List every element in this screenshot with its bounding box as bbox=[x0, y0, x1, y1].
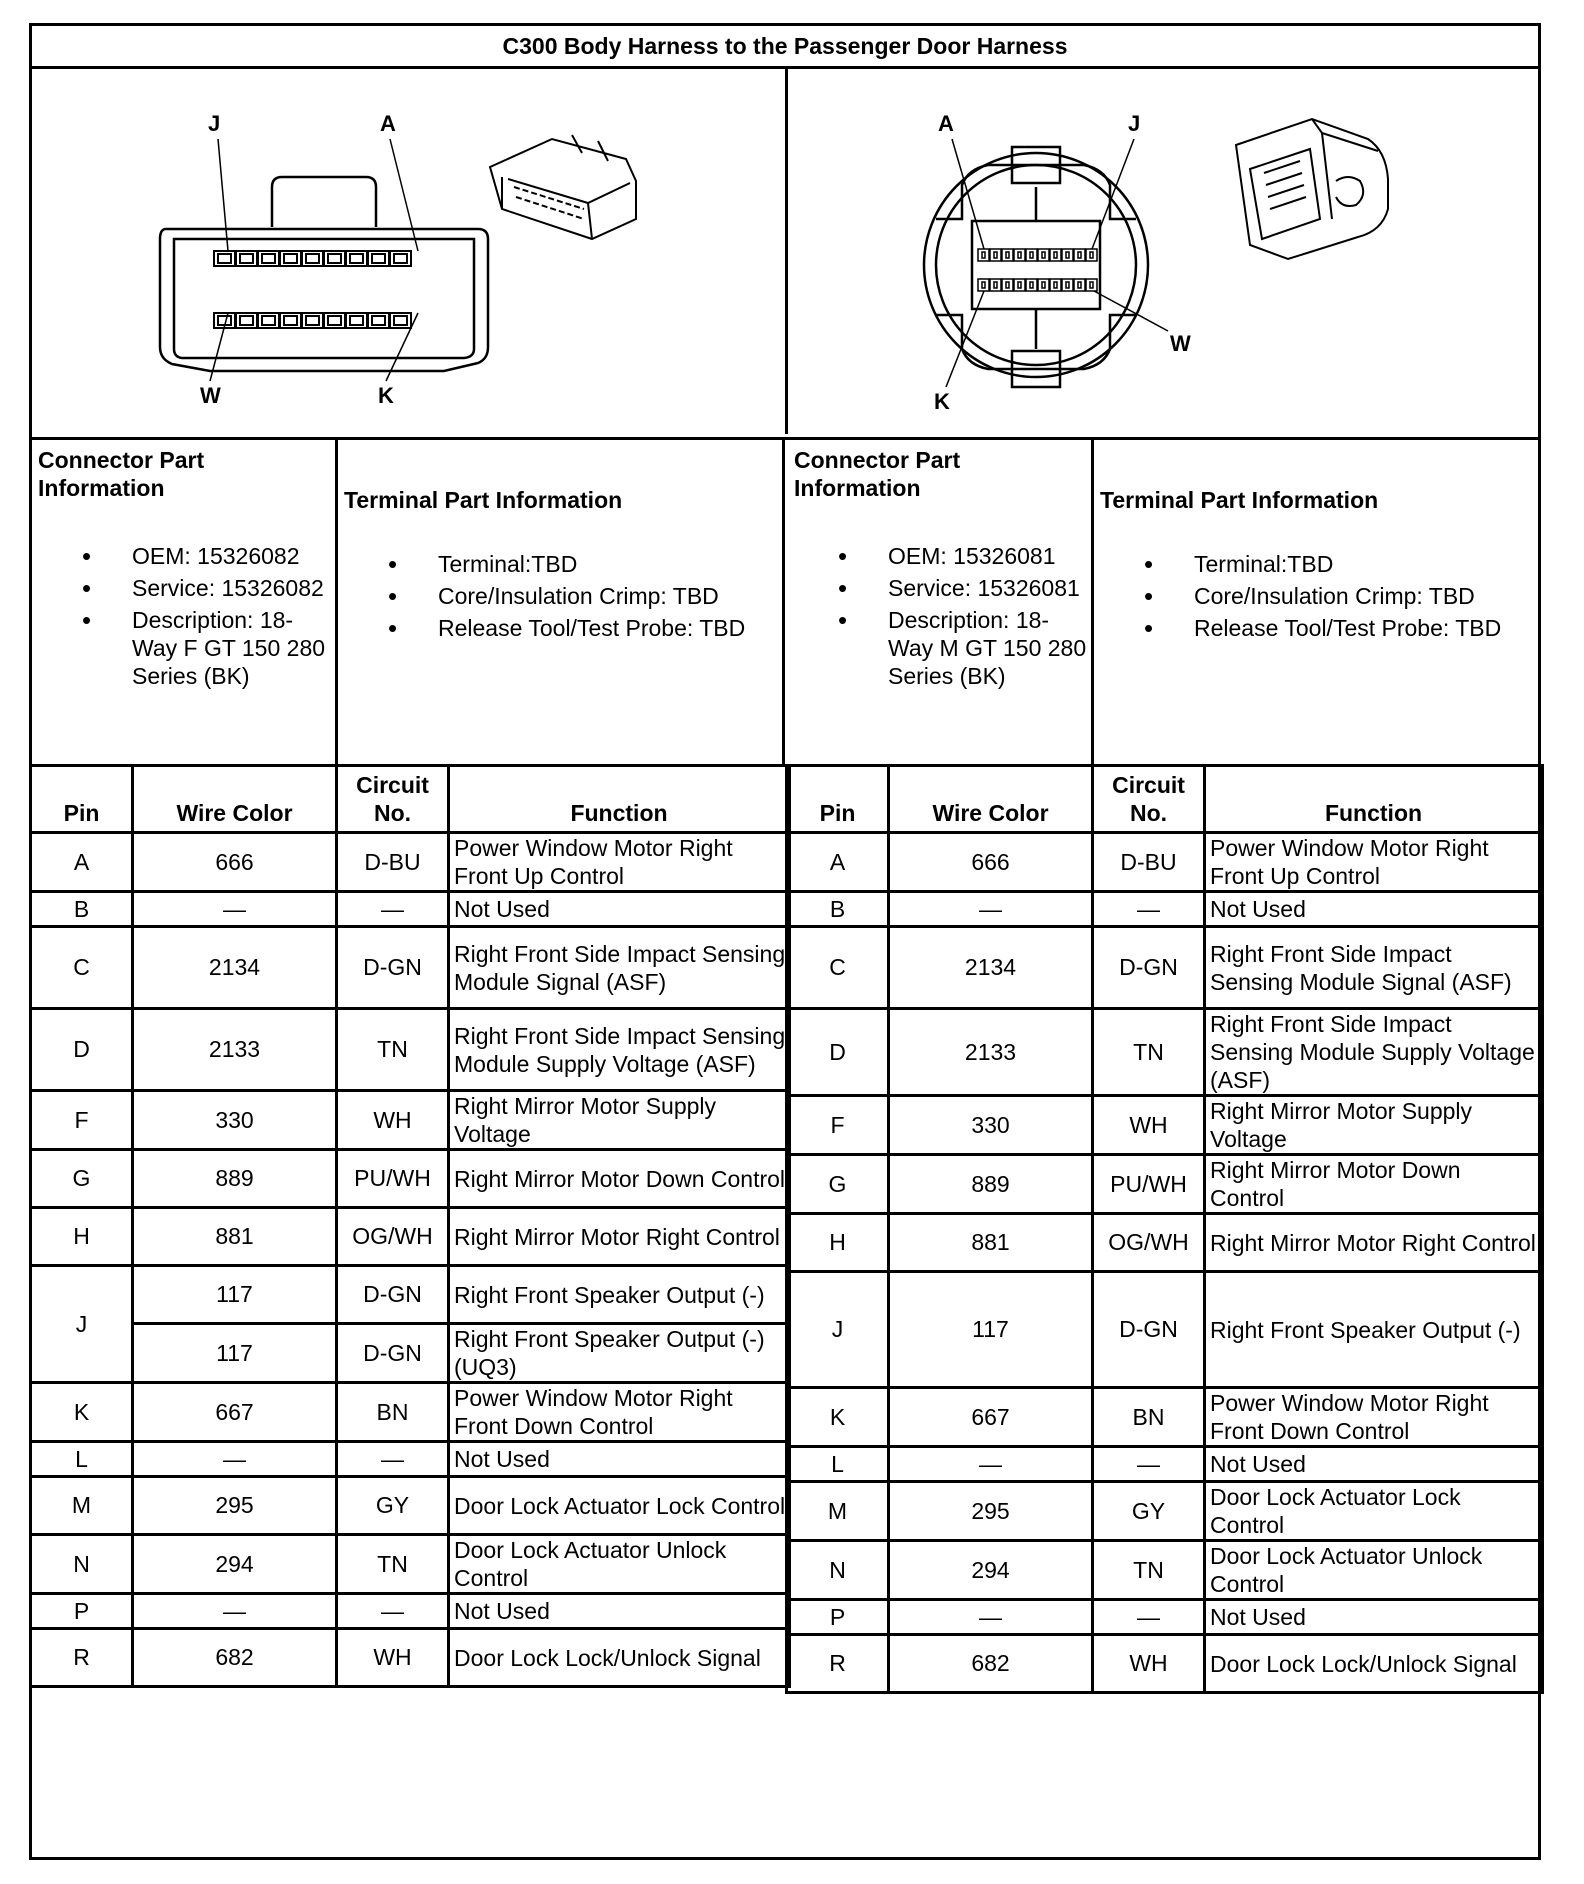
right-connector-info bbox=[788, 440, 1094, 764]
pin-cell: C bbox=[31, 927, 133, 1009]
table-row bbox=[787, 1447, 1543, 1482]
wire-cell: 330 bbox=[889, 1096, 1093, 1155]
cavity-top-inner bbox=[262, 254, 275, 263]
table-row bbox=[787, 892, 1543, 927]
circuit-cell: TN bbox=[1093, 1541, 1205, 1600]
pin-bottom-inner bbox=[994, 282, 997, 288]
pin-bottom-inner bbox=[1078, 282, 1081, 288]
pin-top bbox=[1026, 249, 1037, 261]
table-row bbox=[787, 1009, 1543, 1096]
pin-top-inner bbox=[1090, 252, 1093, 258]
pin-top-inner bbox=[1054, 252, 1057, 258]
callout-top-right: A bbox=[380, 111, 396, 136]
function-cell: Right Mirror Motor Down Control bbox=[1205, 1155, 1543, 1214]
table-row bbox=[31, 1091, 790, 1150]
pin-cell: F bbox=[787, 1096, 889, 1155]
function-cell: Not Used bbox=[1205, 892, 1543, 927]
pin-cell: J bbox=[31, 1266, 133, 1383]
left-pinout-table bbox=[29, 764, 791, 1688]
circuit-cell: — bbox=[337, 1594, 449, 1629]
circuit-cell: BN bbox=[1093, 1388, 1205, 1447]
pin-bottom-inner bbox=[1066, 282, 1069, 288]
pin-top bbox=[1050, 249, 1061, 261]
pin-top-inner bbox=[1030, 252, 1033, 258]
table-row bbox=[787, 833, 1543, 892]
cavity-bottom-inner bbox=[262, 316, 275, 325]
pin-top bbox=[990, 249, 1001, 261]
right-terminal-info bbox=[1094, 440, 1538, 764]
pin-top-inner bbox=[1066, 252, 1069, 258]
pin-top bbox=[1038, 249, 1049, 261]
function-cell: Right Front Side Impact Sensing Module Supply Voltage (ASF) bbox=[1205, 1009, 1543, 1096]
circuit-cell: — bbox=[1093, 1600, 1205, 1635]
female-connector-figure bbox=[32, 69, 788, 434]
pin-bottom-inner bbox=[982, 282, 985, 288]
table-row bbox=[31, 1477, 790, 1535]
table-row bbox=[787, 1388, 1543, 1447]
wire-cell: 666 bbox=[889, 833, 1093, 892]
circuit-cell: TN bbox=[337, 1535, 449, 1594]
pin-cell: L bbox=[31, 1442, 133, 1477]
function-cell: Door Lock Lock/Unlock Signal bbox=[1205, 1635, 1543, 1693]
pin-bottom-inner bbox=[1018, 282, 1021, 288]
table-row bbox=[31, 1442, 790, 1477]
function-cell: Not Used bbox=[449, 892, 790, 927]
female-connector-iso-view bbox=[490, 135, 636, 239]
right-connector-service: • Service: 15326081 bbox=[888, 574, 1091, 602]
wire-cell: 117 bbox=[133, 1324, 337, 1383]
pin-top bbox=[1062, 249, 1073, 261]
left-header-wire-color: Wire Color bbox=[133, 766, 337, 833]
cavity-top-inner bbox=[372, 254, 385, 263]
pin-top-inner bbox=[994, 252, 997, 258]
cavity-top-inner bbox=[350, 254, 363, 263]
right-connector-heading: Connector Part Information bbox=[794, 447, 961, 501]
function-cell: Right Front Side Impact Sensing Module Signal (ASF) bbox=[1205, 927, 1543, 1009]
right-header-wire-color: Wire Color bbox=[889, 766, 1093, 833]
circuit-cell: D-GN bbox=[337, 1266, 449, 1324]
pin-cell: P bbox=[31, 1594, 133, 1629]
cavity-top-inner bbox=[394, 254, 407, 263]
wire-cell: 881 bbox=[133, 1208, 337, 1266]
part-info-band bbox=[32, 437, 1538, 767]
function-cell: Right Front Side Impact Sensing Module Signal (ASF) bbox=[449, 927, 790, 1009]
table-row bbox=[31, 1535, 790, 1594]
callout-top-left: A bbox=[938, 111, 954, 136]
cavity-top-inner bbox=[284, 254, 297, 263]
table-row bbox=[31, 927, 790, 1009]
table-row bbox=[787, 1096, 1543, 1155]
left-terminal-heading: Terminal Part Information bbox=[344, 487, 623, 513]
pin-bottom bbox=[1050, 279, 1061, 291]
circuit-cell: D-GN bbox=[1093, 1272, 1205, 1388]
circuit-cell: D-BU bbox=[1093, 833, 1205, 892]
function-cell: Right Mirror Motor Right Control bbox=[449, 1208, 790, 1266]
pin-cell: R bbox=[31, 1629, 133, 1687]
pin-cell: G bbox=[31, 1150, 133, 1208]
wire-cell: 2134 bbox=[133, 927, 337, 1009]
wire-cell: 666 bbox=[133, 833, 337, 892]
circuit-cell: PU/WH bbox=[337, 1150, 449, 1208]
wire-cell: 881 bbox=[889, 1214, 1093, 1272]
wire-cell: 295 bbox=[133, 1477, 337, 1535]
wire-cell: 889 bbox=[889, 1155, 1093, 1214]
function-cell: Door Lock Actuator Unlock Control bbox=[449, 1535, 790, 1594]
cavity-bottom-inner bbox=[372, 316, 385, 325]
wire-cell: 117 bbox=[133, 1266, 337, 1324]
pin-bottom-inner bbox=[1006, 282, 1009, 288]
circuit-cell: D-BU bbox=[337, 833, 449, 892]
pin-bottom bbox=[1002, 279, 1013, 291]
table-row bbox=[31, 1383, 790, 1442]
circuit-cell: BN bbox=[337, 1383, 449, 1442]
callout-side-right: W bbox=[1170, 331, 1191, 356]
pin-bottom bbox=[1038, 279, 1049, 291]
function-cell: Power Window Motor Right Front Up Control bbox=[449, 833, 790, 892]
pin-bottom bbox=[990, 279, 1001, 291]
wire-cell: 889 bbox=[133, 1150, 337, 1208]
right-terminal-release-tool: • Release Tool/Test Probe: TBD bbox=[1194, 614, 1538, 642]
function-cell: Right Front Speaker Output (-) bbox=[1205, 1272, 1543, 1388]
wire-cell: 682 bbox=[133, 1629, 337, 1687]
right-connector-description: • Description: 18-Way M GT 150 280 Series (BK) bbox=[888, 606, 1091, 690]
pin-bottom bbox=[1086, 279, 1097, 291]
pin-cell: H bbox=[31, 1208, 133, 1266]
left-connector-service: • Service: 15326082 bbox=[132, 574, 335, 602]
pin-top-inner bbox=[1078, 252, 1081, 258]
circuit-cell: GY bbox=[337, 1477, 449, 1535]
circuit-cell: D-GN bbox=[337, 927, 449, 1009]
wire-cell: 294 bbox=[889, 1541, 1093, 1600]
circuit-cell: — bbox=[1093, 892, 1205, 927]
right-terminal-crimp: • Core/Insulation Crimp: TBD bbox=[1194, 582, 1538, 610]
left-header-circuit: Circuit No. bbox=[337, 766, 449, 833]
male-connector-iso-view bbox=[1236, 119, 1388, 259]
table-row bbox=[31, 1150, 790, 1208]
wire-cell: 667 bbox=[133, 1383, 337, 1442]
wire-cell: 2133 bbox=[133, 1009, 337, 1091]
pin-cell: M bbox=[787, 1482, 889, 1541]
table-row bbox=[787, 927, 1543, 1009]
function-cell: Right Mirror Motor Down Control bbox=[449, 1150, 790, 1208]
pin-cell: C bbox=[787, 927, 889, 1009]
pin-cell: A bbox=[31, 833, 133, 892]
circuit-cell: PU/WH bbox=[1093, 1155, 1205, 1214]
pin-cell: D bbox=[787, 1009, 889, 1096]
circuit-cell: WH bbox=[337, 1091, 449, 1150]
function-cell: Not Used bbox=[1205, 1447, 1543, 1482]
circuit-cell: TN bbox=[337, 1009, 449, 1091]
function-cell: Power Window Motor Right Front Down Control bbox=[1205, 1388, 1543, 1447]
function-cell: Right Front Side Impact Sensing Module Supply Voltage (ASF) bbox=[449, 1009, 790, 1091]
pin-bottom-inner bbox=[1042, 282, 1045, 288]
callout-top-left: J bbox=[208, 111, 221, 136]
function-cell: Right Mirror Motor Right Control bbox=[1205, 1214, 1543, 1272]
left-terminal-terminal: • Terminal:TBD bbox=[438, 550, 782, 578]
table-row bbox=[31, 1009, 790, 1091]
wire-cell: 295 bbox=[889, 1482, 1093, 1541]
pin-top bbox=[1074, 249, 1085, 261]
cavity-bottom-inner bbox=[284, 316, 297, 325]
pin-top bbox=[1086, 249, 1097, 261]
function-cell: Power Window Motor Right Front Down Control bbox=[449, 1383, 790, 1442]
pin-cell: P bbox=[787, 1600, 889, 1635]
cavity-bottom-inner bbox=[350, 316, 363, 325]
wire-cell: 330 bbox=[133, 1091, 337, 1150]
cavity-top-inner bbox=[240, 254, 253, 263]
wire-cell: — bbox=[133, 1442, 337, 1477]
table-row bbox=[31, 1594, 790, 1629]
circuit-cell: — bbox=[337, 892, 449, 927]
table-row bbox=[31, 892, 790, 927]
function-cell: Not Used bbox=[449, 1594, 790, 1629]
pin-bottom-inner bbox=[1090, 282, 1093, 288]
pinout-sheet bbox=[29, 23, 1541, 1860]
wire-cell: — bbox=[133, 1594, 337, 1629]
wire-cell: 682 bbox=[889, 1635, 1093, 1693]
pin-cell: J bbox=[787, 1272, 889, 1388]
circuit-cell: D-GN bbox=[1093, 927, 1205, 1009]
function-cell: Right Front Speaker Output (-) bbox=[449, 1266, 790, 1324]
circuit-cell: OG/WH bbox=[337, 1208, 449, 1266]
table-row bbox=[787, 1635, 1543, 1693]
pin-cell: K bbox=[31, 1383, 133, 1442]
pin-cell: H bbox=[787, 1214, 889, 1272]
circuit-cell: WH bbox=[1093, 1635, 1205, 1693]
pin-cell: G bbox=[787, 1155, 889, 1214]
callout-bottom-left: W bbox=[200, 383, 221, 408]
pin-cell: M bbox=[31, 1477, 133, 1535]
table-row bbox=[787, 1482, 1543, 1541]
left-terminal-info bbox=[338, 440, 785, 764]
circuit-cell: GY bbox=[1093, 1482, 1205, 1541]
right-terminal-heading: Terminal Part Information bbox=[1100, 487, 1379, 513]
pin-cell: K bbox=[787, 1388, 889, 1447]
circuit-cell: D-GN bbox=[337, 1324, 449, 1383]
wire-cell: 667 bbox=[889, 1388, 1093, 1447]
pin-top-inner bbox=[1042, 252, 1045, 258]
table-row bbox=[31, 1266, 790, 1324]
table-row bbox=[31, 1208, 790, 1266]
pin-bottom bbox=[1026, 279, 1037, 291]
function-cell: Right Mirror Motor Supply Voltage bbox=[1205, 1096, 1543, 1155]
left-header-function: Function bbox=[449, 766, 790, 833]
wire-cell: — bbox=[133, 892, 337, 927]
right-pinout-table bbox=[785, 764, 1544, 1694]
cavity-bottom-inner bbox=[328, 316, 341, 325]
wire-cell: 117 bbox=[889, 1272, 1093, 1388]
callout-bottom-right: K bbox=[378, 383, 394, 408]
table-row bbox=[787, 1272, 1543, 1388]
pin-top bbox=[978, 249, 989, 261]
circuit-cell: WH bbox=[337, 1629, 449, 1687]
pin-top-inner bbox=[982, 252, 985, 258]
wire-cell: — bbox=[889, 1447, 1093, 1482]
wire-cell: — bbox=[889, 892, 1093, 927]
right-connector-oem: • OEM: 15326081 bbox=[888, 542, 1091, 570]
pin-cell: L bbox=[787, 1447, 889, 1482]
wire-cell: 2133 bbox=[889, 1009, 1093, 1096]
callout-bottom-left: K bbox=[934, 389, 950, 414]
pin-bottom-inner bbox=[1054, 282, 1057, 288]
table-row bbox=[31, 1324, 790, 1383]
pin-cell: R bbox=[787, 1635, 889, 1693]
function-cell: Not Used bbox=[1205, 1600, 1543, 1635]
pin-cell: B bbox=[31, 892, 133, 927]
circuit-cell: WH bbox=[1093, 1096, 1205, 1155]
table-row bbox=[787, 1214, 1543, 1272]
table-row bbox=[787, 1155, 1543, 1214]
male-connector-drawing bbox=[788, 69, 1538, 434]
pin-bottom bbox=[1062, 279, 1073, 291]
function-cell: Door Lock Actuator Lock Control bbox=[1205, 1482, 1543, 1541]
circuit-cell: TN bbox=[1093, 1009, 1205, 1096]
male-connector-figure bbox=[788, 69, 1538, 434]
pin-cell: F bbox=[31, 1091, 133, 1150]
circuit-cell: — bbox=[337, 1442, 449, 1477]
function-cell: Right Front Speaker Output (-) (UQ3) bbox=[449, 1324, 790, 1383]
left-connector-heading: Connector Part Information bbox=[38, 447, 205, 501]
callout-top-right: J bbox=[1128, 111, 1141, 136]
cavity-top-inner bbox=[328, 254, 341, 263]
wire-cell: — bbox=[889, 1600, 1093, 1635]
function-cell: Door Lock Actuator Unlock Control bbox=[1205, 1541, 1543, 1600]
right-header-function: Function bbox=[1205, 766, 1543, 833]
page-title: C300 Body Harness to the Passenger Door Harness bbox=[32, 26, 1538, 69]
pin-top-inner bbox=[1006, 252, 1009, 258]
left-connector-info bbox=[32, 440, 338, 764]
table-row bbox=[31, 1629, 790, 1687]
left-connector-oem: • OEM: 15326082 bbox=[132, 542, 335, 570]
table-row bbox=[787, 1600, 1543, 1635]
function-cell: Door Lock Lock/Unlock Signal bbox=[449, 1629, 790, 1687]
cavity-top-inner bbox=[306, 254, 319, 263]
pin-cell: B bbox=[787, 892, 889, 927]
right-terminal-terminal: • Terminal:TBD bbox=[1194, 550, 1538, 578]
table-row bbox=[787, 1541, 1543, 1600]
pin-cell: D bbox=[31, 1009, 133, 1091]
left-terminal-crimp: • Core/Insulation Crimp: TBD bbox=[438, 582, 782, 610]
pin-cell: N bbox=[787, 1541, 889, 1600]
table-row bbox=[31, 833, 790, 892]
function-cell: Right Mirror Motor Supply Voltage bbox=[449, 1091, 790, 1150]
left-connector-description: • Description: 18-Way F GT 150 280 Series (BK) bbox=[132, 606, 335, 690]
pin-bottom bbox=[978, 279, 989, 291]
pin-bottom bbox=[1014, 279, 1025, 291]
pin-top-inner bbox=[1018, 252, 1021, 258]
right-header-circuit: Circuit No. bbox=[1093, 766, 1205, 833]
cavity-bottom-inner bbox=[240, 316, 253, 325]
right-header-pin: Pin bbox=[787, 766, 889, 833]
pin-top bbox=[1014, 249, 1025, 261]
function-cell: Power Window Motor Right Front Up Control bbox=[1205, 833, 1543, 892]
cavity-top-inner bbox=[218, 254, 231, 263]
left-terminal-release-tool: • Release Tool/Test Probe: TBD bbox=[438, 614, 782, 642]
left-header-pin: Pin bbox=[31, 766, 133, 833]
circuit-cell: OG/WH bbox=[1093, 1214, 1205, 1272]
circuit-cell: — bbox=[1093, 1447, 1205, 1482]
pin-cell: N bbox=[31, 1535, 133, 1594]
function-cell: Door Lock Actuator Lock Control bbox=[449, 1477, 790, 1535]
pin-top bbox=[1002, 249, 1013, 261]
wire-cell: 294 bbox=[133, 1535, 337, 1594]
cavity-bottom-inner bbox=[394, 316, 407, 325]
wire-cell: 2134 bbox=[889, 927, 1093, 1009]
pin-bottom-inner bbox=[1030, 282, 1033, 288]
function-cell: Not Used bbox=[449, 1442, 790, 1477]
female-connector-drawing bbox=[32, 69, 785, 434]
pin-cell: A bbox=[787, 833, 889, 892]
cavity-bottom-inner bbox=[306, 316, 319, 325]
pin-bottom bbox=[1074, 279, 1085, 291]
